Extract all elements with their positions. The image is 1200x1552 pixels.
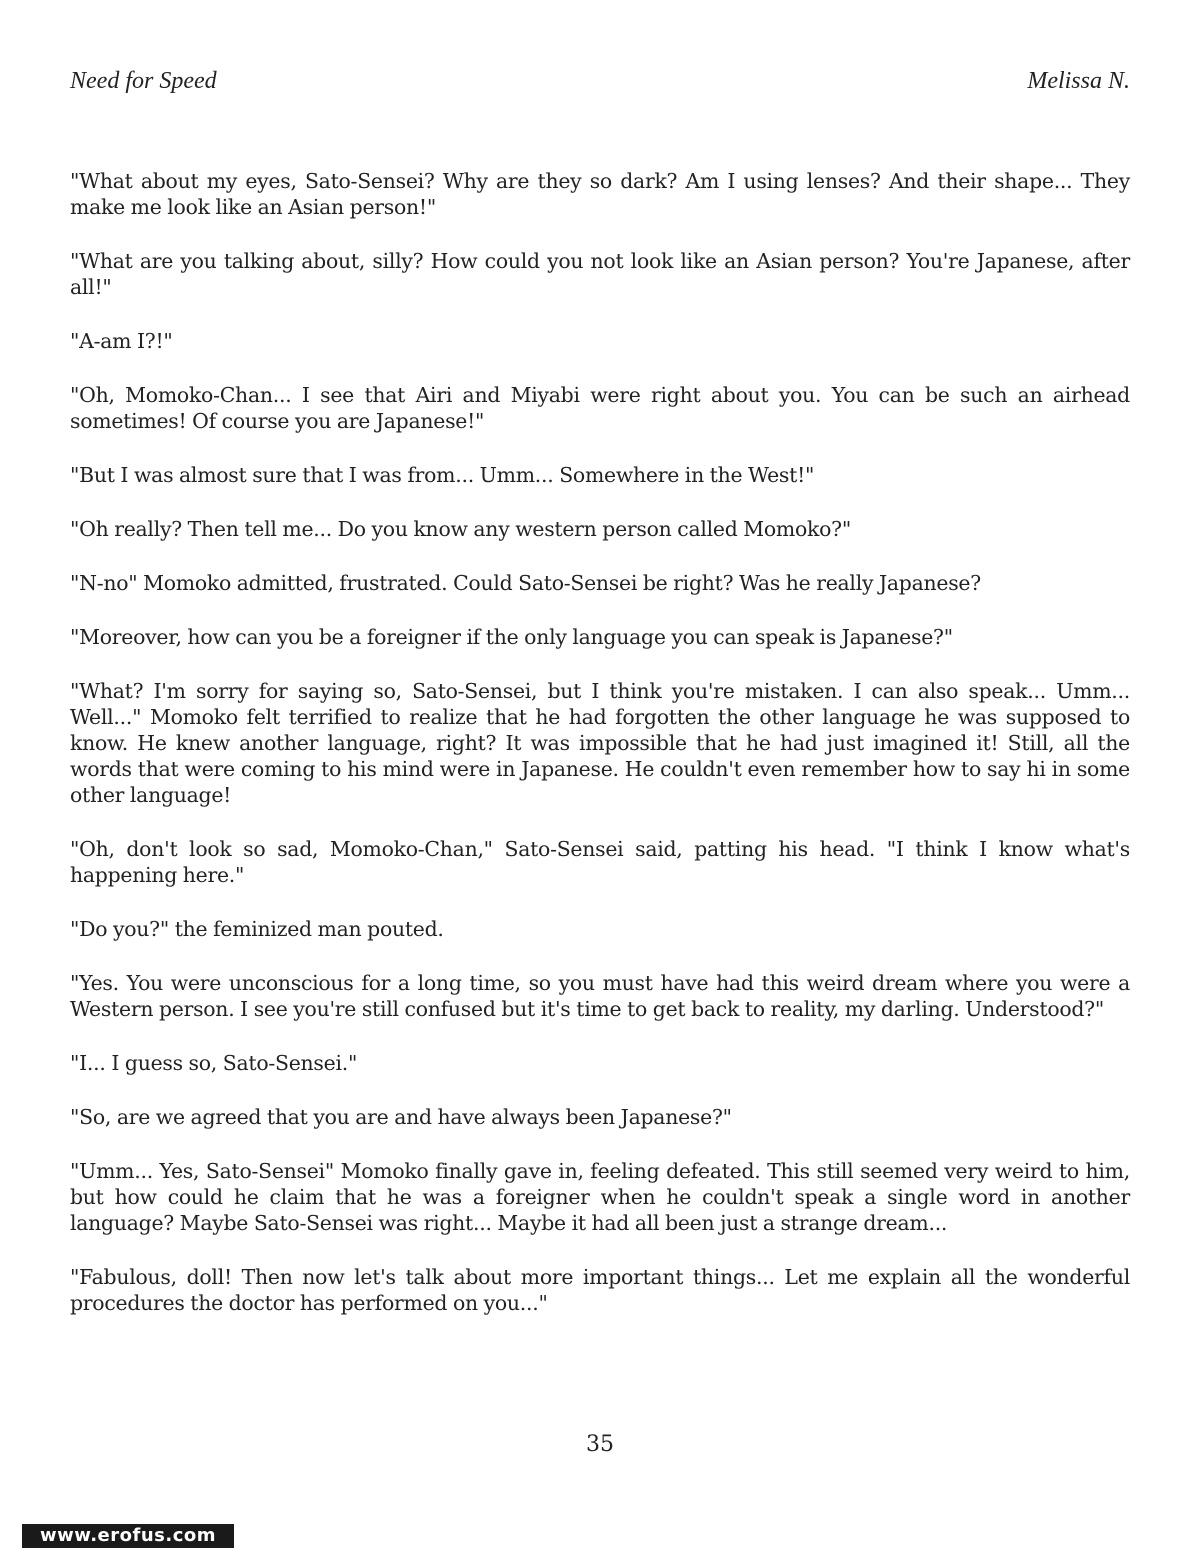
paragraph: "A-am I?!" <box>70 329 173 353</box>
page-header <box>70 68 1130 102</box>
paragraph: "Oh, don't look so sad, Momoko-Chan," Sato-Sensei said, patting his head. "I think I know what's happening here." <box>70 837 1130 887</box>
paragraph: "Oh really? Then tell me... Do you know any western person called Momoko?" <box>70 517 851 541</box>
paragraph: "Oh, Momoko-Chan... I see that Airi and Miyabi were right about you. You can be such an airhead sometimes! Of course you are Japanese!" <box>70 383 1130 433</box>
paragraph: "Umm... Yes, Sato-Sensei" Momoko finally gave in, feeling defeated. This still seemed very weird to him, but how could he claim that he was a foreigner when he couldn't speak a single word in another language? Maybe Sato-Sensei was right... Maybe it had all been just a strange dream... <box>70 1159 1130 1235</box>
paragraph: "What are you talking about, silly? How could you not look like an Asian person? You're Japanese, after all!" <box>70 249 1130 299</box>
page-number: 35 <box>586 1432 614 1457</box>
paragraph: "What? I'm sorry for saying so, Sato-Sensei, but I think you're mistaken. I can also speak... Umm... Well..." Momoko felt terrified to realize that he had forgotten the other language he was supposed to know. He knew another language, right? It was impossible that he had just imagined it! Still, all the words that were coming to his mind were in Japanese. He couldn't even remember how to say hi in some other language! <box>70 679 1130 807</box>
paragraph: "Fabulous, doll! Then now let's talk about more important things... Let me explain all the wonderful procedures the doctor has performed on you..." <box>70 1265 1130 1315</box>
paragraph: "I... I guess so, Sato-Sensei." <box>70 1051 358 1075</box>
paragraph: "But I was almost sure that I was from... Umm... Somewhere in the West!" <box>70 463 815 487</box>
paragraph: "Moreover, how can you be a foreigner if the only language you can speak is Japanese?" <box>70 625 953 649</box>
paragraph: "So, are we agreed that you are and have always been Japanese?" <box>70 1105 732 1129</box>
body-text <box>70 168 1130 1344</box>
book-title: Need for Speed <box>70 68 217 94</box>
paragraph: "What about my eyes, Sato-Sensei? Why are they so dark? Am I using lenses? And their shape... They make me look like an Asian person!" <box>70 169 1130 219</box>
paragraph: "Do you?" the feminized man pouted. <box>70 917 444 941</box>
site-watermark: www.erofus.com <box>22 1524 234 1548</box>
author-name: Melissa N. <box>1027 68 1130 94</box>
paragraph: "N-no" Momoko admitted, frustrated. Could Sato-Sensei be right? Was he really Japanese? <box>70 571 981 595</box>
paragraph: "Yes. You were unconscious for a long time, so you must have had this weird dream where you were a Western person. I see you're still confused but it's time to get back to reality, my darling. Understood?" <box>70 971 1130 1021</box>
